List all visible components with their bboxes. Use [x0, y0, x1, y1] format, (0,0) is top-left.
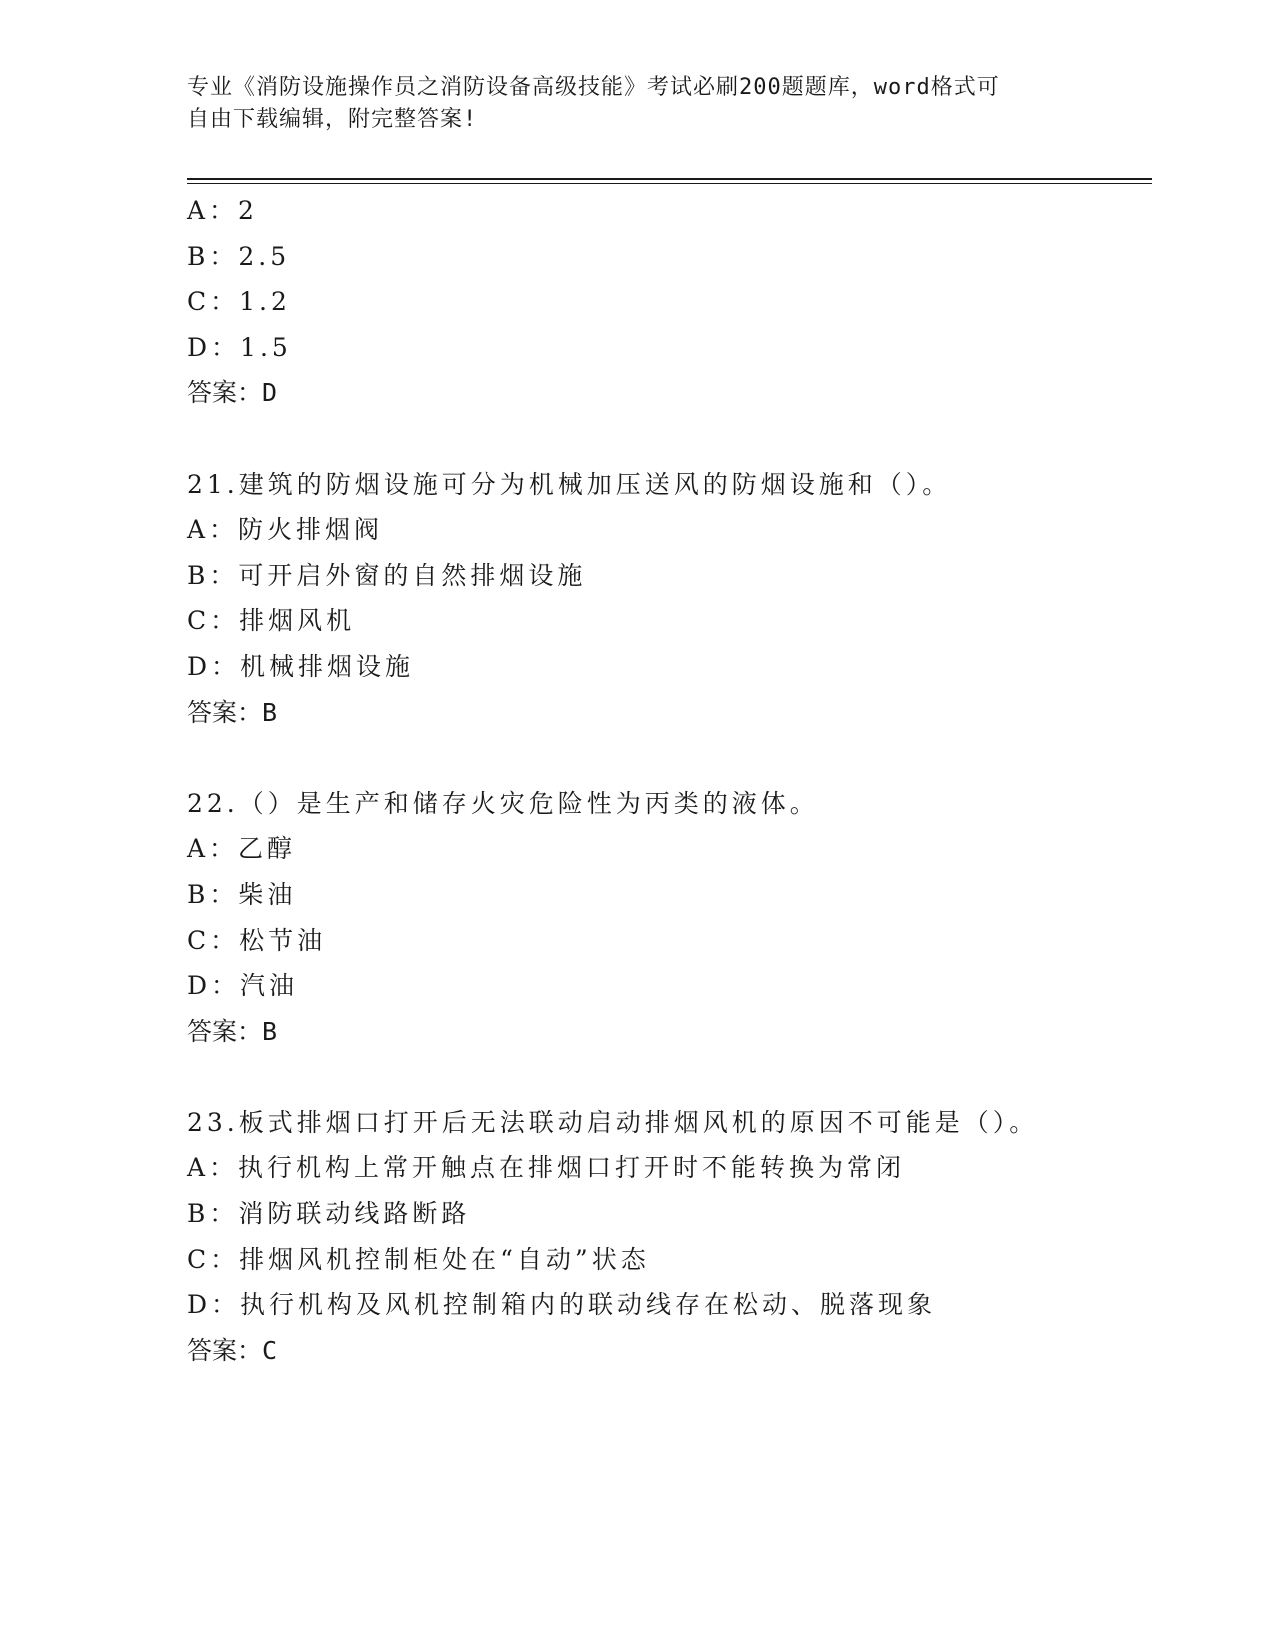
- option-d: D：执行机构及风机控制箱内的联动线存在松动、脱落现象: [187, 1290, 937, 1320]
- option-c: C：1.2: [187, 287, 291, 317]
- option-d: D：机械排烟设施: [187, 651, 415, 681]
- question-stem: 22.（）是生产和储存火灾危险性为丙类的液体。: [187, 788, 819, 818]
- question-stem: 23.板式排烟口打开后无法联动启动排烟风机的原因不可能是（）。: [187, 1107, 1039, 1137]
- answer-line: 答案：C: [187, 1335, 278, 1365]
- spacer: [187, 1054, 1147, 1100]
- option-c: C：排烟风机: [187, 606, 356, 636]
- answer-line: 答案：B: [187, 697, 278, 727]
- question-list: [187, 188, 1147, 1373]
- option-d: D：汽油: [187, 971, 299, 1001]
- question-block-21: [187, 462, 1147, 736]
- answer-line: 答案：B: [187, 1016, 278, 1046]
- header-line-1: 专业《消防设施操作员之消防设备高级技能》考试必刷200题题库，word格式可: [187, 75, 1000, 100]
- question-block-20: [187, 188, 1147, 416]
- header-divider-thick: [187, 178, 1152, 180]
- option-a: A：防火排烟阀: [187, 515, 384, 545]
- option-a: A：执行机构上常开触点在排烟口打开时不能转换为常闭: [187, 1153, 906, 1183]
- option-c: C：松节油: [187, 925, 327, 955]
- option-a: A：乙醇: [187, 834, 297, 864]
- document-header: [187, 72, 1067, 136]
- answer-line: 答案：D: [187, 378, 278, 408]
- option-b: B：2.5: [187, 241, 291, 271]
- option-d: D：1.5: [187, 332, 292, 362]
- question-block-22: [187, 781, 1147, 1055]
- option-b: B：可开启外窗的自然排烟设施: [187, 560, 587, 590]
- option-b: B：柴油: [187, 879, 297, 909]
- header-line-2: 自由下载编辑，附完整答案!: [187, 107, 478, 132]
- spacer: [187, 735, 1147, 781]
- spacer: [187, 416, 1147, 462]
- question-stem: 21.建筑的防烟设施可分为机械加压送风的防烟设施和（）。: [187, 469, 952, 499]
- option-a: A：2: [187, 196, 258, 225]
- option-b: B：消防联动线路断路: [187, 1199, 471, 1229]
- question-block-23: [187, 1100, 1147, 1374]
- header-divider-thin: [187, 183, 1152, 184]
- option-c: C：排烟风机控制柜处在“自动”状态: [187, 1244, 650, 1274]
